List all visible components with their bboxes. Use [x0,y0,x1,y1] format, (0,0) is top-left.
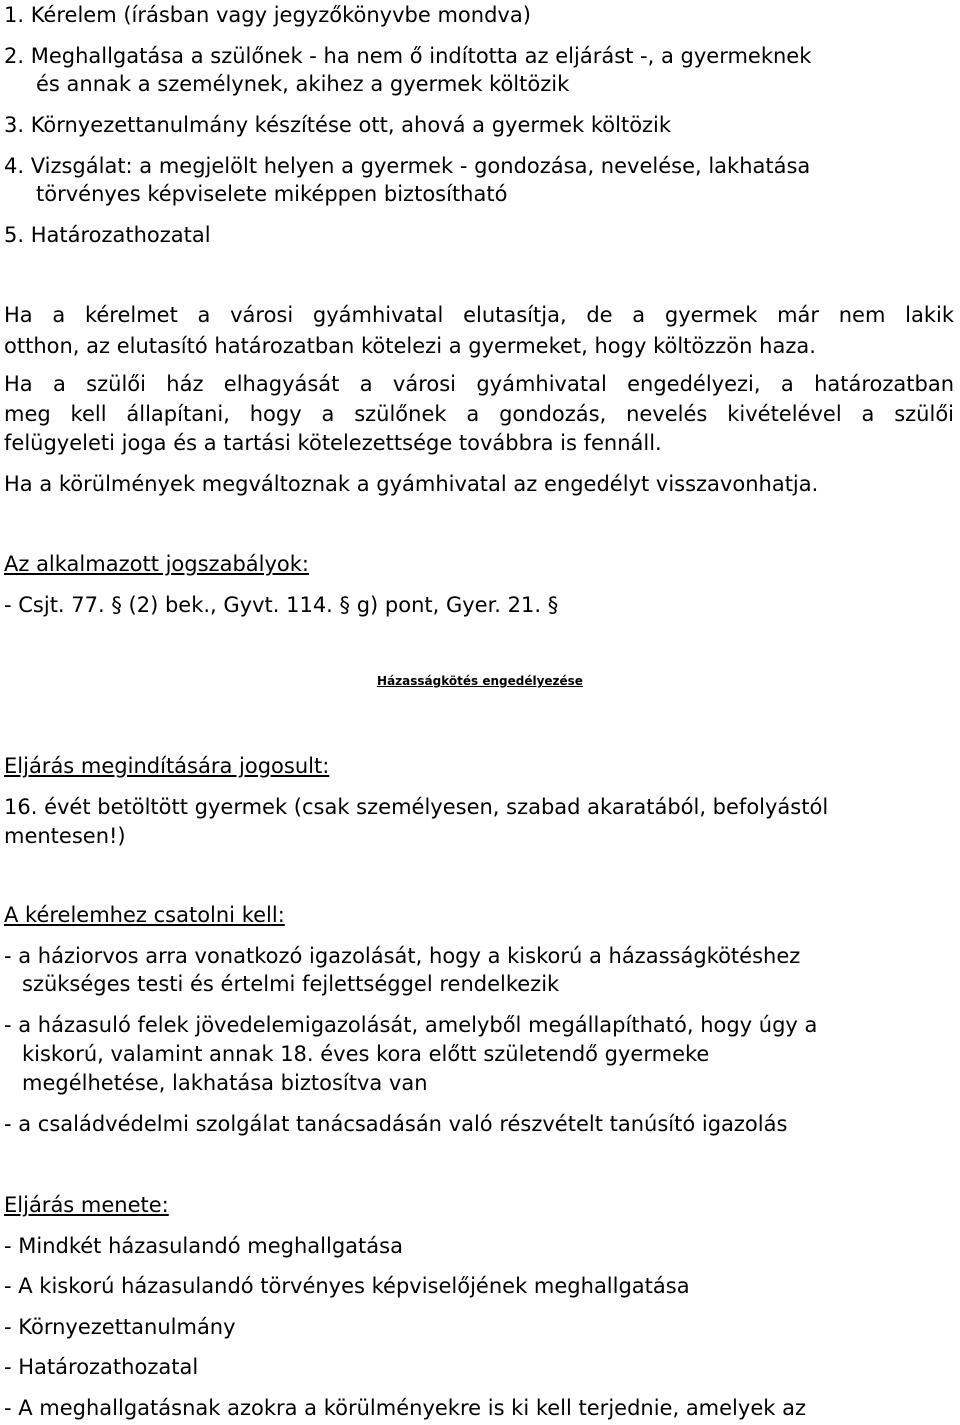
laws-heading: Az alkalmazott jogszabályok: [4,552,309,576]
attachment-item: - a háziorvos arra vonatkozó igazolását, hogy a kiskorú a házasságkötéshez [4,944,801,968]
procedure-item: - Határozathozatal [4,1355,199,1379]
procedure-item: - A kiskorú házasulandó törvényes képviselőjének meghallgatása [4,1274,690,1298]
eligibility-line: 16. évét betöltött gyermek (csak személyesen, szabad akaratából, befolyástól [4,795,829,819]
step-5: 5. Határozathozatal [4,223,211,247]
attachment-item-continuation: megélhetése, lakhatása biztosítva van [22,1071,428,1095]
eligibility-line: mentesen!) [4,824,126,848]
attachment-item-continuation: szükséges testi és értelmi fejlettséggel rendelkezik [22,972,560,996]
paragraph-line: Ha a szülői ház elhagyását a városi gyámhivatal engedélyezi, a határozatban [4,372,954,396]
paragraph-line: otthon, az elutasító határozatban kötelezi a gyermeket, hogy költözzön haza. [4,334,816,358]
step-4-continuation: törvényes képviselete miképpen biztosítható [36,182,508,206]
laws-text: - Csjt. 77. § (2) bek., Gyvt. 114. § g) pont, Gyer. 21. § [4,593,559,617]
attachments-heading: A kérelemhez csatolni kell: [4,903,285,927]
attachment-item-continuation: kiskorú, valamint annak 18. éves kora előtt születendő gyermeke [22,1042,710,1066]
step-2: 2. Meghallgatása a szülőnek - ha nem ő indította az eljárást -, a gyermeknek [4,44,812,68]
paragraph-line: meg kell állapítani, hogy a szülőnek a gondozás, nevelés kivételével a szülői [4,402,954,426]
procedure-item: - Mindkét házasulandó meghallgatása [4,1234,403,1258]
attachment-item: - a házasuló felek jövedelemigazolását, amelyből megállapítható, hogy úgy a [4,1013,818,1037]
procedure-heading: Eljárás menete: [4,1193,169,1217]
paragraph-line: felügyeleti joga és a tartási kötelezettsége továbbra is fennáll. [4,431,662,455]
section-title: Házasságkötés engedélyezése [377,674,583,688]
step-2-continuation: és annak a személynek, akihez a gyermek költözik [36,72,570,96]
procedure-item: - Környezettanulmány [4,1315,236,1339]
attachment-item: - a családvédelmi szolgálat tanácsadásán való részvételt tanúsító igazolás [4,1112,788,1136]
eligibility-heading: Eljárás megindítására jogosult: [4,754,330,778]
procedure-item: - A meghallgatásnak azokra a körülményekre is ki kell terjednie, amelyek az [4,1396,806,1420]
paragraph-line: Ha a kérelmet a városi gyámhivatal elutasítja, de a gyermek már nem lakik [4,303,954,327]
step-1: 1. Kérelem (írásban vagy jegyzőkönyvbe mondva) [4,3,531,27]
step-4: 4. Vizsgálat: a megjelölt helyen a gyermek - gondozása, nevelése, lakhatása [4,154,811,178]
paragraph-line: Ha a körülmények megváltoznak a gyámhivatal az engedélyt visszavonhatja. [4,472,819,496]
step-3: 3. Környezettanulmány készítése ott, ahová a gyermek költözik [4,113,672,137]
